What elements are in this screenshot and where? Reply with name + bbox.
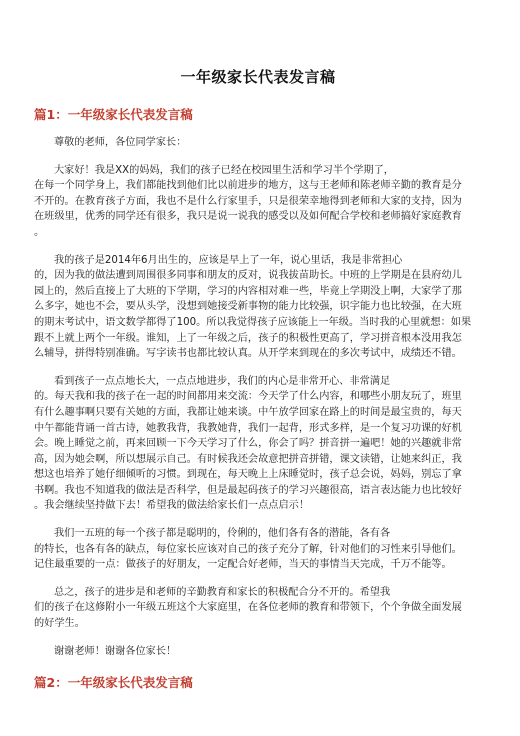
- paragraph-line: 的期末考试中，语文数学都得了100。所以我觉得孩子应该能上一年级。当时我的心里就想：如果: [34, 316, 472, 328]
- paragraph-line: 。我会继续坚持做下去！希望我的做法给家长们一点点启示！: [34, 500, 310, 512]
- paragraph-3: [34, 374, 482, 514]
- paragraph-line: 我的孩子是2014年6月出生的，应该是早上了一年，说心里话，我是非常担心: [54, 254, 403, 266]
- document-title: 一年级家长代表发言稿: [180, 68, 336, 86]
- paragraph-5: [34, 585, 482, 632]
- paragraph-line: 总之，孩子的进步是和老师的辛勤教育和家长的积极配合分不开的。希望我: [54, 586, 391, 598]
- paragraph-line: 想这也培养了她仔细倾听的习惯。到现在，每天晚上上床睡觉时，孩子总会说，妈妈，别忘了拿: [34, 469, 462, 481]
- paragraph-line: 的好学生。: [34, 618, 85, 630]
- paragraph-4: [34, 526, 482, 573]
- paragraph-line: 书啊。我也不知道我的做法是否科学，但是最起码孩子的学习兴趣很高，语言表达能力也比较好: [34, 484, 462, 496]
- paragraph-line: 会。晚上睡觉之前，再来回顾一下今天学习了什么，你会了吗？拼音拼一遍吧！她的兴趣就非常: [34, 438, 462, 450]
- paragraph-line: 。: [34, 226, 45, 238]
- greeting: 尊敬的老师，各位同学家长：: [54, 137, 187, 148]
- paragraph-line: 在每一个同学身上，我们都能找到他们比以前进步的地方，这与王老师和陈老师辛勤的教育是分: [34, 180, 462, 192]
- paragraph-line: 么辅导，拼得特别准确。写字读书也都比较认真。从开学来到现在的多次考试中，成绩还不错。: [34, 348, 462, 360]
- paragraph-line: 的，因为我的做法遭到周围很多同事和朋友的反对，说我拔苗助长。中班的上学期是在县府幼儿: [34, 270, 462, 282]
- paragraph-line: 么多字，她也不会，要从头学，没想到她接受新事物的能力比较强，识字能力也比较强，在大班: [34, 301, 462, 313]
- paragraph-line: 中午都能背诵一首古诗，她教我背，我教她背，我们一起背，形式多样，是一个复习功课的好机: [34, 422, 462, 434]
- paragraph-line: 我们一五班的每一个孩子都是聪明的，伶俐的，他们各有各的潜能，各有各: [54, 528, 391, 540]
- paragraph-line: 记住最重要的一点：做孩子的好朋友，一定配合好老师，当天的事情当天完成，千万不能等。: [34, 559, 452, 571]
- paragraph-line: 的特长，也各有各的缺点，每位家长应该对自己的孩子充分了解，针对他们的习性来引导他们。: [34, 543, 462, 555]
- section-2-heading: 篇2：一年级家长代表发言稿: [34, 675, 193, 691]
- paragraph-line: 园上的，然后直接上了大班的下学期，学习的内容相对难一些，毕竟上学期没上啊，大家学了那: [34, 285, 462, 297]
- paragraph-line: 高，因为她会啊，所以想展示自己。有时候我还会故意把拼音拼错，课文读错，让她来纠正，我: [34, 453, 462, 465]
- paragraph-line: 们的孩子在这修附小一年级五班这个大家庭里，在各位老师的教育和带领下，个个争做全面发展: [34, 602, 462, 614]
- paragraph-line: 不开的。在教育孩子方面，我也不是什么行家里手，只是很荣幸地得到老师和大家的支持，因为: [34, 195, 462, 207]
- paragraph-line: 在班级里，优秀的同学还有很多，我只是说一说我的感受以及如何配合学校和老师搞好家庭教育: [34, 211, 462, 223]
- paragraph-line: 跟不上就上两个一年级。谁知，上了一年级之后，孩子的积极性更高了，学习拼音根本没用我怎: [34, 332, 462, 344]
- section-1-heading: 篇1：一年级家长代表发言稿: [34, 107, 193, 122]
- paragraph-2: [34, 253, 482, 362]
- paragraph-1: [34, 163, 482, 241]
- paragraph-line: 有什么趣事啊只要有关她的方面，我都让她来谈。中午放学回家在路上的时间是最宝贵的，每天: [34, 406, 462, 418]
- paragraph-line: 看到孩子一点点地长大，一点点地进步，我们的内心是非常开心、非常满足: [54, 375, 391, 387]
- paragraph-line: 大家好！我是XX的妈妈，我们的孩子已经在校园里生活和学习半个学期了，: [54, 164, 394, 176]
- thanks-line: 谢谢老师！谢谢各位家长！: [54, 645, 177, 657]
- paragraph-line: 的。每天我和我的孩子在一起的时间都用来交流：今天学了什么内容，和哪些小朋友玩了，班里: [34, 391, 462, 403]
